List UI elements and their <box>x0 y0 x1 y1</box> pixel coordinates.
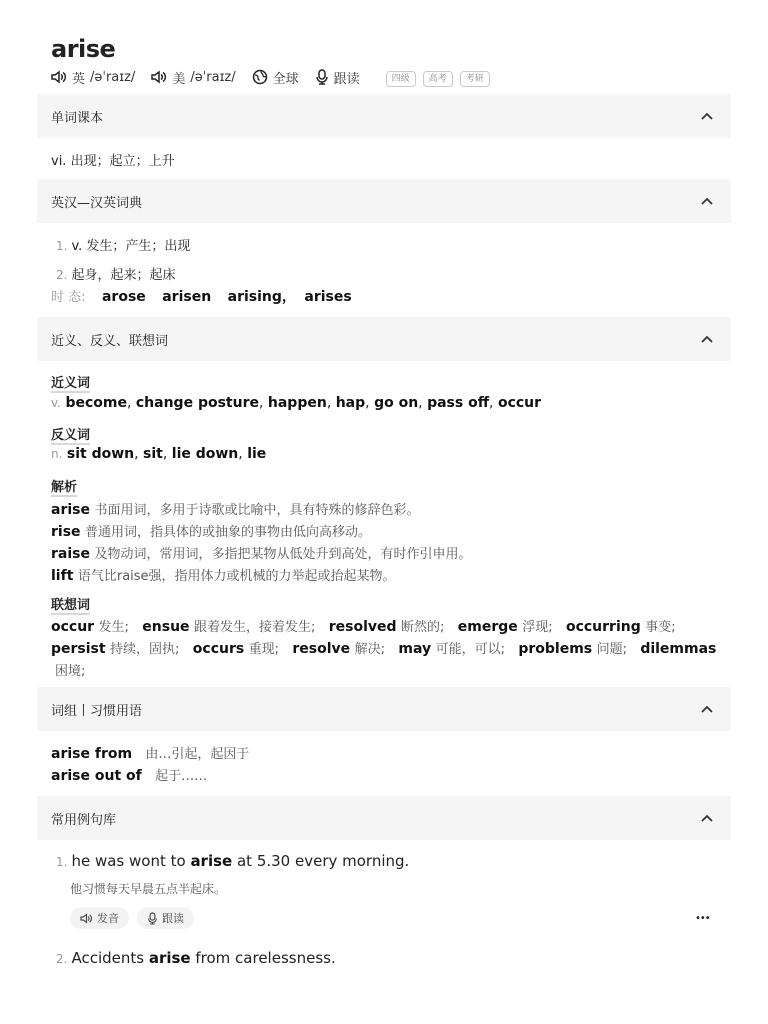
phrase-text: arise out of <box>51 768 142 784</box>
more-options-button[interactable]: ••• <box>695 913 710 924</box>
association-text: 发生; <box>98 620 129 635</box>
item-number: 2. <box>56 268 68 282</box>
synonym-word[interactable]: go on <box>374 395 419 411</box>
microphone-icon <box>147 912 158 925</box>
analysis-word[interactable]: arise <box>51 502 90 518</box>
exam-tag: 四级 <box>386 71 416 87</box>
item-number: 1. <box>56 855 68 869</box>
section-title: 英汉—汉英词典 <box>51 195 143 211</box>
section-header-related[interactable] <box>37 317 731 361</box>
association-text: 跟着发生，接着发生; <box>194 620 316 635</box>
pos-label: v. <box>51 396 61 410</box>
analysis-text: 及物动词，常用词，多指把某物从低处升到高处，有时作引申用。 <box>94 547 472 562</box>
speaker-icon <box>151 70 167 84</box>
chevron-up-icon <box>701 335 713 343</box>
definition-text: 起身，起来；起床 <box>71 268 176 283</box>
analysis-word[interactable]: rise <box>51 524 81 540</box>
item-number: 1. <box>56 239 68 253</box>
global-button[interactable] <box>252 68 299 87</box>
tense-row <box>51 286 352 306</box>
antonym-word[interactable]: sit <box>143 446 163 462</box>
association-word[interactable]: may <box>398 641 432 657</box>
tense-form[interactable]: arising， <box>227 289 296 305</box>
association-text: 解决; <box>354 642 386 657</box>
keyword: arise <box>190 852 233 870</box>
association-word[interactable]: occur <box>51 619 95 635</box>
analysis-label: 解析 <box>51 480 78 495</box>
chevron-up-icon <box>701 814 713 822</box>
analysis-text: 语气比raise强，指用体力或机械的力举起或抬起某物。 <box>77 569 396 584</box>
follow-read-button[interactable] <box>315 68 360 87</box>
uk-ipa: /əˈraɪz/ <box>90 69 136 85</box>
analysis-item <box>51 499 419 518</box>
analysis-text: 书面用词，多用于诗歌或比喻中，具有特殊的修辞色彩。 <box>94 503 420 518</box>
sentence-text: Accidents <box>71 949 149 967</box>
association-label: 联想词 <box>51 598 91 613</box>
synonym-word[interactable]: become <box>65 395 127 411</box>
example-sentence <box>56 949 336 967</box>
analysis-text: 普通用词，指具体的或抽象的事物由低向高移动。 <box>84 525 371 540</box>
us-pronunciation-button[interactable] <box>151 68 235 87</box>
section-header-phrases[interactable] <box>37 687 731 731</box>
definition-text: v. 发生；产生；出现 <box>71 239 191 254</box>
association-row <box>51 616 676 635</box>
follow-label: 跟读 <box>162 912 184 925</box>
association-row <box>51 638 716 657</box>
association-word[interactable]: occurring <box>565 619 641 635</box>
analysis-item <box>51 543 471 562</box>
association-text: 问题; <box>596 642 627 657</box>
section-title: 单词课本 <box>51 110 104 126</box>
phrase-meaning: 起于…… <box>155 769 208 784</box>
headword: arise <box>51 35 116 63</box>
tense-form[interactable]: arose <box>101 289 146 305</box>
textbook-definition: vi. 出现；起立；上升 <box>51 154 175 169</box>
exam-tags <box>386 71 497 87</box>
tense-label: 时 态: <box>51 290 86 305</box>
association-word[interactable]: occurs <box>192 641 245 657</box>
example-actions <box>70 907 202 929</box>
exam-tag: 高考 <box>423 71 453 87</box>
association-word[interactable]: persist <box>51 641 106 657</box>
phrase-item[interactable] <box>51 765 207 784</box>
globe-icon <box>252 69 268 85</box>
association-word[interactable]: ensue <box>142 619 190 635</box>
global-label: 全球 <box>272 71 299 87</box>
association-text: 重现; <box>248 642 280 657</box>
phrase-text: arise from <box>51 746 133 762</box>
tense-form[interactable]: arises <box>304 289 352 305</box>
definition-item <box>56 264 175 283</box>
sound-label: 发音 <box>97 912 119 925</box>
association-text: 可能，可以; <box>435 642 505 657</box>
section-title: 词组丨习惯用语 <box>51 703 143 719</box>
follow-read-button[interactable] <box>137 907 194 929</box>
sentence-text: from carelessness. <box>190 949 336 967</box>
section-header-examples[interactable] <box>37 796 731 840</box>
association-word[interactable]: problems <box>518 641 593 657</box>
sentence-text: he was wont to <box>71 852 191 870</box>
keyword: arise <box>148 949 191 967</box>
section-title: 近义、反义、联想词 <box>51 333 169 349</box>
tense-form[interactable]: arisen <box>162 289 212 305</box>
section-title: 常用例句库 <box>51 812 117 828</box>
analysis-item <box>51 521 371 540</box>
synonym-word[interactable]: happen <box>267 395 327 411</box>
association-text: 持续，固执; <box>110 642 180 657</box>
association-word[interactable]: emerge <box>457 619 518 635</box>
sound-button[interactable] <box>70 907 129 929</box>
phrase-meaning: 由…引起，起因于 <box>145 747 250 762</box>
item-number: 2. <box>56 952 68 966</box>
association-word[interactable]: resolve <box>292 641 351 657</box>
association-row <box>55 660 85 679</box>
synonym-list: v. become, change posture, happen, hap, go on, pass off, occur <box>51 395 542 411</box>
association-word[interactable]: dilemmas <box>640 641 717 657</box>
follow-label: 跟读 <box>333 71 360 87</box>
association-text: 困境; <box>55 664 86 679</box>
antonym-label: 反义词 <box>51 428 91 443</box>
exam-tag: 考研 <box>460 71 490 87</box>
synonym-label: 近义词 <box>51 376 91 391</box>
definition-item <box>56 235 190 254</box>
synonym-word[interactable]: change posture <box>135 395 259 411</box>
pos-label: n. <box>51 447 63 461</box>
uk-pronunciation-button[interactable] <box>51 68 135 87</box>
analysis-word[interactable]: lift <box>51 568 74 584</box>
analysis-word[interactable]: raise <box>51 546 90 562</box>
section-header-dictionary[interactable] <box>37 179 731 223</box>
us-ipa: /əˈraɪz/ <box>190 69 236 85</box>
association-text: 浮现; <box>522 620 553 635</box>
synonym-word[interactable]: occur <box>497 395 542 411</box>
speaker-icon <box>51 70 67 84</box>
association-text: 断然的; <box>401 620 445 635</box>
antonym-list: n. sit down, sit, lie down, lie <box>51 446 267 462</box>
example-sentence <box>56 852 409 870</box>
antonym-word[interactable]: sit down <box>66 446 135 462</box>
pronunciation-row <box>51 66 497 88</box>
chevron-up-icon <box>701 197 713 205</box>
sentence-text: at 5.30 every morning. <box>232 852 410 870</box>
association-text: 事变; <box>645 620 676 635</box>
section-header-textbook[interactable] <box>37 94 731 138</box>
association-word[interactable]: resolved <box>328 619 397 635</box>
analysis-item <box>51 565 396 584</box>
antonym-word[interactable]: lie <box>247 446 267 462</box>
speaker-icon <box>80 913 93 924</box>
phrase-item[interactable] <box>51 743 249 762</box>
synonym-word[interactable]: hap <box>335 395 366 411</box>
example-translation: 他习惯每天早晨五点半起床。 <box>70 882 227 896</box>
antonym-word[interactable]: lie down <box>171 446 239 462</box>
microphone-icon <box>315 69 329 85</box>
us-label: 美 <box>172 71 186 87</box>
synonym-word[interactable]: pass off <box>427 395 490 411</box>
uk-label: 英 <box>72 71 86 87</box>
chevron-up-icon <box>701 705 713 713</box>
chevron-up-icon <box>701 112 713 120</box>
